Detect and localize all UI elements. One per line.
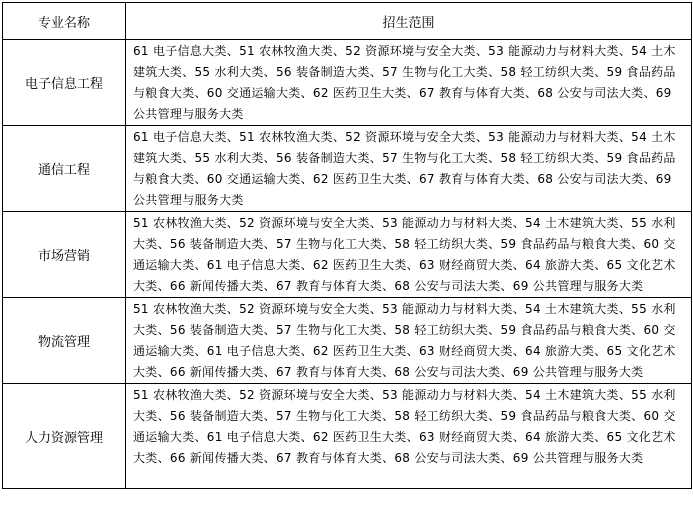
major-name: 市场营销	[3, 212, 126, 298]
table-row	[3, 298, 692, 384]
major-name: 电子信息工程	[3, 40, 126, 126]
admission-scope: 61 电子信息大类、51 农林牧渔大类、52 资源环境与安全大类、53 能源动力与材料大类、54 土木建筑大类、55 水利大类、56 装备制造大类、57 生物与化工大类、58 轻工纺织大类、59 食品药品与粮食大类、60 交通运输大类、62 医药卫生大类、67 教育与体育大类、68 公安与司法大类、69 公共管理与服务大类	[126, 40, 692, 126]
major-name: 物流管理	[3, 298, 126, 384]
table-row	[3, 40, 692, 126]
admission-scope: 51 农林牧渔大类、52 资源环境与安全大类、53 能源动力与材料大类、54 土木建筑大类、55 水利大类、56 装备制造大类、57 生物与化工大类、58 轻工纺织大类、59 食品药品与粮食大类、60 交通运输大类、61 电子信息大类、62 医药卫生大类、63 财经商贸大类、64 旅游大类、65 文化艺术大类、66 新闻传播大类、67 教育与体育大类、68 公安与司法大类、69 公共管理与服务大类	[126, 384, 692, 489]
admission-scope: 61 电子信息大类、51 农林牧渔大类、52 资源环境与安全大类、53 能源动力与材料大类、54 土木建筑大类、55 水利大类、56 装备制造大类、57 生物与化工大类、58 轻工纺织大类、59 食品药品与粮食大类、60 交通运输大类、62 医药卫生大类、67 教育与体育大类、68 公安与司法大类、69 公共管理与服务大类	[126, 126, 692, 212]
major-name: 通信工程	[3, 126, 126, 212]
header-row	[3, 3, 692, 40]
major-name: 人力资源管理	[3, 384, 126, 489]
table-row	[3, 212, 692, 298]
header-major: 专业名称	[3, 3, 126, 40]
header-scope: 招生范围	[126, 3, 692, 40]
admission-table	[2, 2, 692, 489]
admission-scope: 51 农林牧渔大类、52 资源环境与安全大类、53 能源动力与材料大类、54 土木建筑大类、55 水利大类、56 装备制造大类、57 生物与化工大类、58 轻工纺织大类、59 食品药品与粮食大类、60 交通运输大类、61 电子信息大类、62 医药卫生大类、63 财经商贸大类、64 旅游大类、65 文化艺术大类、66 新闻传播大类、67 教育与体育大类、68 公安与司法大类、69 公共管理与服务大类	[126, 212, 692, 298]
table-row	[3, 126, 692, 212]
admission-scope: 51 农林牧渔大类、52 资源环境与安全大类、53 能源动力与材料大类、54 土木建筑大类、55 水利大类、56 装备制造大类、57 生物与化工大类、58 轻工纺织大类、59 食品药品与粮食大类、60 交通运输大类、61 电子信息大类、62 医药卫生大类、63 财经商贸大类、64 旅游大类、65 文化艺术大类、66 新闻传播大类、67 教育与体育大类、68 公安与司法大类、69 公共管理与服务大类	[126, 298, 692, 384]
table-row	[3, 384, 692, 489]
